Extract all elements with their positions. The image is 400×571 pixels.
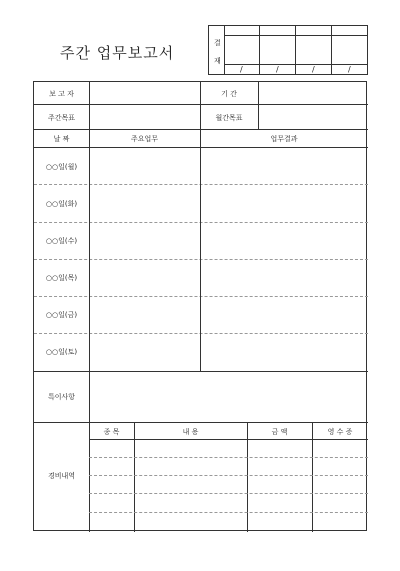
remarks-label: 특이사항 <box>47 393 76 401</box>
row-divider <box>34 129 368 130</box>
monthly-goal-label: 월간목표 <box>215 114 243 122</box>
approval-date-4: / <box>348 65 351 74</box>
approval-date-divider <box>225 64 367 65</box>
page-title: 주간 업무보고서 <box>60 44 175 62</box>
period-label: 기 간 <box>221 90 237 98</box>
approval-box <box>208 25 368 75</box>
approval-date-1: / <box>240 65 243 74</box>
approval-label-2: 재 <box>214 57 221 65</box>
result-column-header: 업무결과 <box>270 135 298 143</box>
expense-header-receipt: 영 수 증 <box>327 428 353 436</box>
day-label-fri: ○○일(금) <box>45 311 78 319</box>
expense-entries-area[interactable] <box>90 440 367 531</box>
reporter-field[interactable] <box>90 83 200 104</box>
period-field[interactable] <box>259 83 367 104</box>
expense-header-amount: 금 액 <box>271 428 288 436</box>
expense-label: 경비내역 <box>47 472 76 480</box>
result-area[interactable] <box>201 148 367 371</box>
day-label-tue: ○○일(화) <box>45 200 78 208</box>
main-task-area[interactable] <box>90 148 200 371</box>
approval-label-1: 결 <box>214 39 221 47</box>
day-label-mon: ○○일(월) <box>45 163 78 171</box>
weekly-goal-label: 주간목표 <box>47 114 76 122</box>
remarks-field[interactable] <box>90 372 367 422</box>
expense-header-description: 내 용 <box>182 428 199 436</box>
day-label-wed: ○○일(수) <box>45 237 78 245</box>
approval-date-3: / <box>312 65 315 74</box>
date-column-header: 날 짜 <box>53 135 70 143</box>
main-task-column-header: 주요업무 <box>130 135 159 143</box>
approval-label-cell <box>209 26 225 74</box>
approval-top-divider <box>225 35 367 36</box>
approval-date-2: / <box>276 65 279 74</box>
day-label-thu: ○○일(목) <box>45 274 78 282</box>
row-divider <box>34 422 368 423</box>
monthly-goal-field[interactable] <box>259 105 367 129</box>
weekly-goal-field[interactable] <box>90 105 200 129</box>
reporter-label: 보 고 자 <box>49 90 74 98</box>
report-form <box>33 81 367 531</box>
expense-header-item: 종 목 <box>103 428 120 436</box>
day-label-sat: ○○일(토) <box>45 348 78 356</box>
